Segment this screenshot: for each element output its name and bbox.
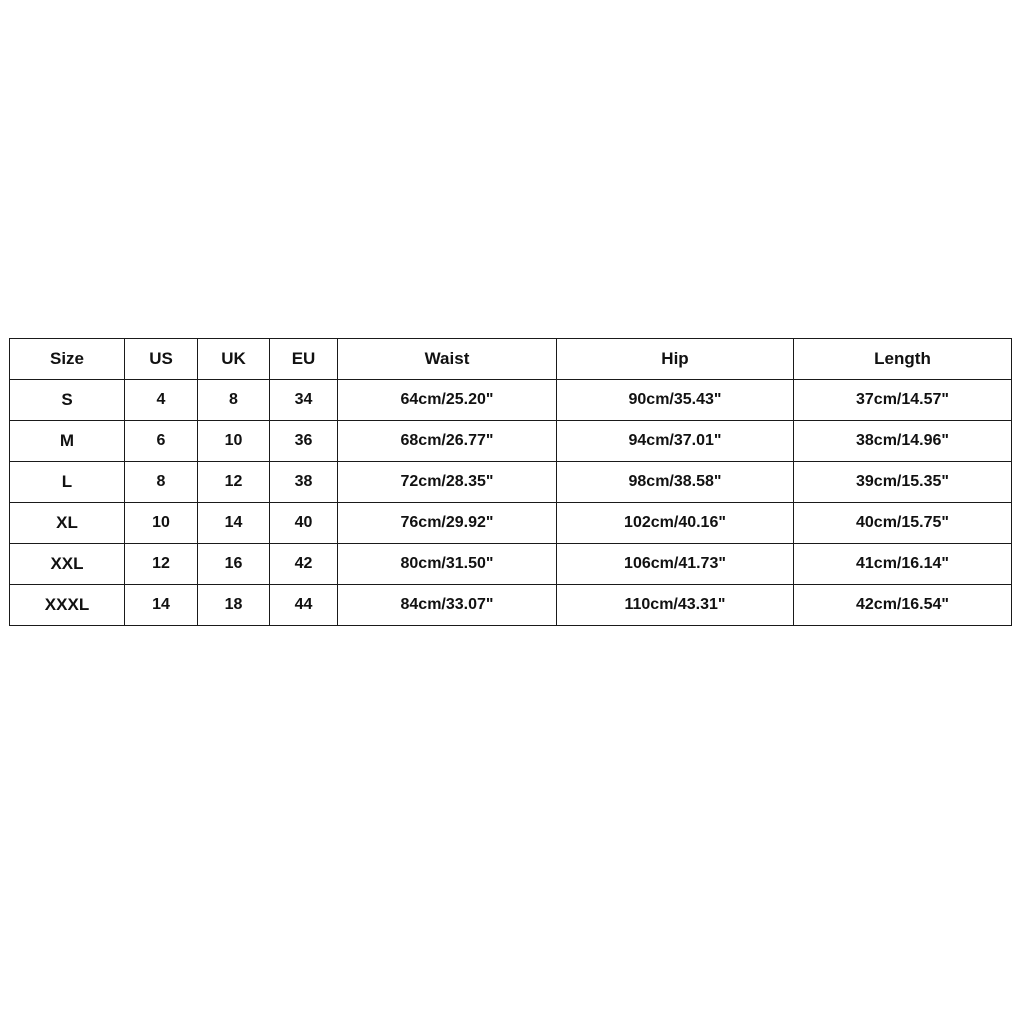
size-chart-table	[9, 338, 1012, 626]
cell-length: 41cm/16.14"	[794, 544, 1012, 585]
table-row	[10, 421, 1012, 462]
cell-length: 42cm/16.54"	[794, 585, 1012, 626]
cell-length: 39cm/15.35"	[794, 462, 1012, 503]
cell-us: 8	[125, 462, 198, 503]
cell-uk: 18	[198, 585, 270, 626]
header-length: Length	[794, 339, 1012, 380]
table-row	[10, 503, 1012, 544]
cell-eu: 36	[270, 421, 338, 462]
cell-hip: 98cm/38.58"	[557, 462, 794, 503]
cell-waist: 76cm/29.92"	[338, 503, 557, 544]
cell-uk: 8	[198, 380, 270, 421]
cell-uk: 16	[198, 544, 270, 585]
header-us: US	[125, 339, 198, 380]
cell-size: L	[10, 462, 125, 503]
cell-length: 38cm/14.96"	[794, 421, 1012, 462]
cell-size: XXL	[10, 544, 125, 585]
table-row	[10, 462, 1012, 503]
cell-length: 37cm/14.57"	[794, 380, 1012, 421]
cell-size: S	[10, 380, 125, 421]
table-row	[10, 544, 1012, 585]
table-row	[10, 380, 1012, 421]
cell-size: XXXL	[10, 585, 125, 626]
cell-waist: 80cm/31.50"	[338, 544, 557, 585]
cell-waist: 72cm/28.35"	[338, 462, 557, 503]
header-row	[10, 339, 1012, 380]
header-hip: Hip	[557, 339, 794, 380]
cell-hip: 106cm/41.73"	[557, 544, 794, 585]
cell-hip: 90cm/35.43"	[557, 380, 794, 421]
header-waist: Waist	[338, 339, 557, 380]
cell-uk: 12	[198, 462, 270, 503]
cell-eu: 44	[270, 585, 338, 626]
cell-eu: 42	[270, 544, 338, 585]
cell-uk: 14	[198, 503, 270, 544]
cell-us: 6	[125, 421, 198, 462]
cell-waist: 68cm/26.77"	[338, 421, 557, 462]
cell-eu: 38	[270, 462, 338, 503]
cell-size: XL	[10, 503, 125, 544]
header-uk: UK	[198, 339, 270, 380]
cell-us: 10	[125, 503, 198, 544]
cell-waist: 84cm/33.07"	[338, 585, 557, 626]
cell-eu: 34	[270, 380, 338, 421]
table-row	[10, 585, 1012, 626]
cell-length: 40cm/15.75"	[794, 503, 1012, 544]
cell-size: M	[10, 421, 125, 462]
header-size: Size	[10, 339, 125, 380]
cell-hip: 102cm/40.16"	[557, 503, 794, 544]
cell-hip: 94cm/37.01"	[557, 421, 794, 462]
cell-eu: 40	[270, 503, 338, 544]
header-eu: EU	[270, 339, 338, 380]
cell-waist: 64cm/25.20"	[338, 380, 557, 421]
cell-us: 4	[125, 380, 198, 421]
cell-hip: 110cm/43.31"	[557, 585, 794, 626]
cell-us: 12	[125, 544, 198, 585]
cell-us: 14	[125, 585, 198, 626]
cell-uk: 10	[198, 421, 270, 462]
